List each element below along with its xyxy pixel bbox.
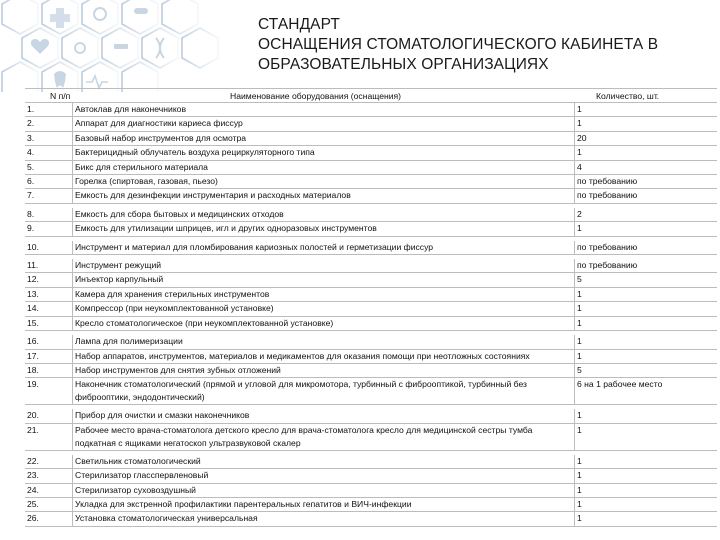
- row-name: Камера для хранения стерильных инструментов: [73, 288, 575, 301]
- row-qty: 4: [577, 161, 582, 172]
- table-row: [25, 511, 717, 525]
- row-group: [25, 103, 717, 204]
- row-num: 23.: [25, 469, 73, 482]
- row-qty: 20: [577, 132, 587, 143]
- row-num: 2.: [25, 117, 73, 130]
- row-qty: 1: [577, 317, 582, 328]
- row-name: Наконечник стоматологический (прямой и угловой для микромотора, турбинный с фиброоптикой, турбинный без фиброоптики, эндодонтический): [73, 378, 575, 404]
- row-qty: 1: [577, 470, 582, 481]
- row-name: Укладка для экстренной профилактики парентеральных гепатитов и ВИЧ-инфекции: [73, 498, 575, 511]
- syringe-icon: [114, 44, 128, 49]
- row-name: Установка стоматологическая универсальная: [73, 512, 575, 525]
- row-name: Набор инструментов для снятия зубных отложений: [73, 364, 575, 377]
- row-name: Инъектор карпульный: [73, 273, 575, 286]
- row-qty: 1: [577, 498, 582, 509]
- table-row: [25, 103, 717, 116]
- row-qty: 5: [577, 364, 582, 375]
- row-name: Емкость для дезинфекции инструментария и расходных материалов: [73, 189, 575, 202]
- row-qty: 1: [577, 104, 582, 114]
- row-qty: 1: [577, 484, 582, 495]
- table-row: [25, 301, 717, 315]
- row-num: 11.: [25, 259, 73, 272]
- row-num: 5.: [25, 161, 73, 174]
- medical-hexagon-decoration: [0, 0, 245, 92]
- row-name: Стерилизатор суховоздушный: [73, 484, 575, 497]
- row-name: Стерилизатор гласспервленовый: [73, 469, 575, 482]
- document-title: [258, 15, 708, 75]
- table-row: [25, 221, 717, 235]
- row-name: Рабочее место врача-стоматолога детского кресло для врача-стоматолога кресло для медицинской сестры тумба подкатная с ящиками негатоскоп ультразвуковой скалер: [73, 424, 575, 450]
- row-name: Горелка (спиртовая, газовая, пьезо): [73, 175, 575, 188]
- row-qty: 1: [577, 223, 582, 234]
- equipment-table: [25, 88, 717, 527]
- row-num: 15.: [25, 317, 73, 330]
- row-num: 21.: [25, 424, 73, 450]
- table-row: [25, 483, 717, 497]
- table-row: [25, 241, 717, 254]
- table-row: [25, 455, 717, 468]
- row-group: [25, 259, 717, 331]
- row-num: 1.: [25, 103, 73, 116]
- row-num: 10.: [25, 241, 73, 254]
- row-num: 6.: [25, 175, 73, 188]
- row-num: 9.: [25, 222, 73, 235]
- table-row: [25, 335, 717, 348]
- row-qty: по требованию: [577, 260, 638, 271]
- row-qty: по требованию: [577, 176, 638, 187]
- pill-icon: [134, 8, 148, 14]
- table-row: [25, 363, 717, 377]
- row-num: 14.: [25, 302, 73, 315]
- table-row: [25, 174, 717, 188]
- row-qty: 1: [577, 288, 582, 299]
- row-name: Инструмент и материал для пломбирования кариозных полостей и герметизации фиссур: [73, 241, 575, 254]
- row-name: Емкость для утилизации шприцев, игл и других одноразовых инструментов: [73, 222, 575, 235]
- tooth-icon: [54, 71, 66, 88]
- row-num: 18.: [25, 364, 73, 377]
- table-row: [25, 188, 717, 202]
- row-qty: 1: [577, 410, 582, 421]
- row-name: Лампа для полимеризации: [73, 335, 575, 348]
- table-header: [25, 89, 717, 103]
- row-name: Набор аппаратов, инструментов, материалов и медикаментов для оказания помощи при неотложных состояниях: [73, 350, 575, 363]
- row-qty: 1: [577, 303, 582, 314]
- row-group: [25, 455, 717, 527]
- row-num: 20.: [25, 409, 73, 422]
- table-row: [25, 423, 717, 450]
- row-num: 12.: [25, 273, 73, 286]
- row-name: Бикс для стерильного материала: [73, 161, 575, 174]
- row-group: [25, 409, 717, 450]
- row-qty: по требованию: [577, 190, 638, 201]
- row-num: 3.: [25, 132, 73, 145]
- row-name: Прибор для очистки и смазки наконечников: [73, 409, 575, 422]
- row-name: Емкость для сбора бытовых и медицинских отходов: [73, 208, 575, 221]
- row-name: Светильник стоматологический: [73, 455, 575, 468]
- row-num: 4.: [25, 146, 73, 159]
- hexagon-shape: [162, 0, 198, 34]
- table-row: [25, 349, 717, 363]
- row-qty: по требованию: [577, 241, 638, 252]
- title-line-1: СТАНДАРТ: [258, 16, 340, 33]
- row-qty: 6 на 1 рабочее место: [577, 379, 663, 390]
- row-group: [25, 241, 717, 255]
- row-qty: 5: [577, 274, 582, 285]
- row-num: 8.: [25, 208, 73, 221]
- row-group: [25, 208, 717, 237]
- row-name: Автоклав для наконечников: [73, 103, 575, 116]
- hexagon-shape: [82, 0, 118, 34]
- header-qty: Количество, шт.: [596, 91, 660, 101]
- row-num: 24.: [25, 484, 73, 497]
- ekg-icon: [86, 76, 108, 88]
- heart-icon: [31, 39, 49, 54]
- row-group: [25, 335, 717, 405]
- row-name: Инструмент режущий: [73, 259, 575, 272]
- table-row: [25, 160, 717, 174]
- hexagon-shape: [62, 28, 98, 68]
- dna-icon: [156, 38, 164, 58]
- table-row: [25, 497, 717, 511]
- row-name: Бактерицидный облучатель воздуха рециркуляторного типа: [73, 146, 575, 159]
- hexagon-shape: [182, 28, 218, 68]
- row-qty: 1: [577, 513, 582, 524]
- row-qty: 1: [577, 455, 582, 466]
- header-name: Наименование оборудования (оснащения): [230, 91, 402, 101]
- stethoscope-icon: [94, 8, 106, 20]
- row-qty: 1: [577, 118, 582, 129]
- row-name: Базовый набор инструментов для осмотра: [73, 132, 575, 145]
- row-qty: 1: [577, 350, 582, 361]
- table-row: [25, 272, 717, 286]
- table-row: [25, 131, 717, 145]
- medical-cross-icon: [50, 8, 70, 28]
- row-num: 7.: [25, 189, 73, 202]
- hexagon-shape: [2, 0, 38, 34]
- table-row: [25, 259, 717, 272]
- row-num: 26.: [25, 512, 73, 525]
- title-line-3: ОБРАЗОВАТЕЛЬНЫХ ОРГАНИЗАЦИЯХ: [258, 56, 549, 73]
- table-row: [25, 409, 717, 422]
- row-name: Компрессор (при неукомплектованной установке): [73, 302, 575, 315]
- table-row: [25, 208, 717, 221]
- table-row: [25, 377, 717, 404]
- row-num: 17.: [25, 350, 73, 363]
- row-qty: 1: [577, 147, 582, 158]
- row-qty: 1: [577, 336, 582, 347]
- row-num: 25.: [25, 498, 73, 511]
- title-line-2: ОСНАЩЕНИЯ СТОМАТОЛОГИЧЕСКОГО КАБИНЕТА В: [258, 36, 659, 53]
- table-row: [25, 316, 717, 330]
- table-row: [25, 116, 717, 130]
- row-num: 22.: [25, 455, 73, 468]
- row-name: Кресло стоматологическое (при неукомплектованной установке): [73, 317, 575, 330]
- row-num: 16.: [25, 335, 73, 348]
- row-qty: 1: [577, 424, 582, 435]
- table-row: [25, 145, 717, 159]
- row-qty: 2: [577, 208, 582, 219]
- row-num: 19.: [25, 378, 73, 404]
- row-num: 13.: [25, 288, 73, 301]
- eye-icon: [75, 43, 85, 53]
- header-num: N п/п: [50, 91, 71, 101]
- table-row: [25, 287, 717, 301]
- row-name: Аппарат для диагностики кариеса фиссур: [73, 117, 575, 130]
- table-row: [25, 468, 717, 482]
- hexagon-shape: [122, 0, 158, 34]
